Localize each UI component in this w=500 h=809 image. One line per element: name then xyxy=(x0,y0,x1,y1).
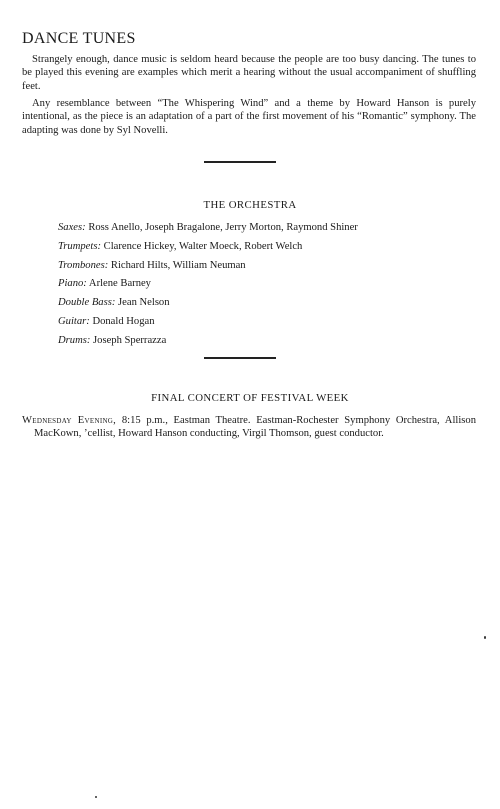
orchestra-heading: THE ORCHESTRA xyxy=(203,199,297,211)
section-divider xyxy=(204,357,276,359)
concert-description: Eastman Theatre. Eastman-Rochester Symphony Orchestra, Allison MacKown, ’cellist, Howard Hanson conducting, Virgil Thomson, guest conductor. xyxy=(34,415,476,440)
final-concert-heading: FINAL CONCERT OF FESTIVAL WEEK xyxy=(151,392,349,404)
roster-row xyxy=(58,257,358,276)
dance-tunes-paragraph-1: Strangely enough, dance music is seldom heard because the people are too busy dancing. The tunes to be played this evening are examples which merit a hearing without the usual accompaniment of shuffling feet. xyxy=(22,54,476,92)
roster-row xyxy=(58,219,358,238)
paper-speck xyxy=(484,636,486,639)
roster-row xyxy=(58,275,358,294)
player-names: Arlene Barney xyxy=(88,278,151,290)
paper-speck xyxy=(95,796,97,798)
instrument-label: Piano: xyxy=(58,278,87,290)
roster-row xyxy=(58,313,358,332)
final-concert-details xyxy=(22,414,476,441)
concert-time: 8:15 p.m., xyxy=(121,415,168,426)
instrument-label: Trombones: xyxy=(58,259,109,271)
player-names: Ross Anello, Joseph Bragalone, Jerry Morton, Raymond Shiner xyxy=(88,222,358,233)
player-names: Richard Hilts, William Neuman xyxy=(110,259,246,271)
roster-row xyxy=(58,332,358,351)
instrument-label: Drums: xyxy=(58,334,91,346)
orchestra-roster xyxy=(58,219,358,351)
roster-row xyxy=(58,294,358,313)
instrument-label: Trumpets: xyxy=(58,240,101,252)
player-names: Donald Hogan xyxy=(92,315,155,327)
roster-row xyxy=(58,238,358,257)
instrument-label: Double Bass: xyxy=(58,297,116,309)
section-divider xyxy=(204,161,276,163)
player-names: Jean Nelson xyxy=(118,297,170,309)
dance-tunes-paragraph-2: Any resemblance between “The Whispering Wind” and a theme by Howard Hanson is purely intentional, as the piece is an adaptation of a part of the first movement of his “Romantic” symphony. The adapting was done by Syl Novelli. xyxy=(22,98,476,136)
dance-tunes-heading: DANCE TUNES xyxy=(22,30,136,47)
concert-day: Wednesday Evening, xyxy=(22,415,117,426)
instrument-label: Guitar: xyxy=(58,315,90,327)
instrument-label: Saxes: xyxy=(58,222,86,233)
player-names: Clarence Hickey, Walter Moeck, Robert Welch xyxy=(103,240,303,252)
player-names: Joseph Sperrazza xyxy=(93,334,167,346)
